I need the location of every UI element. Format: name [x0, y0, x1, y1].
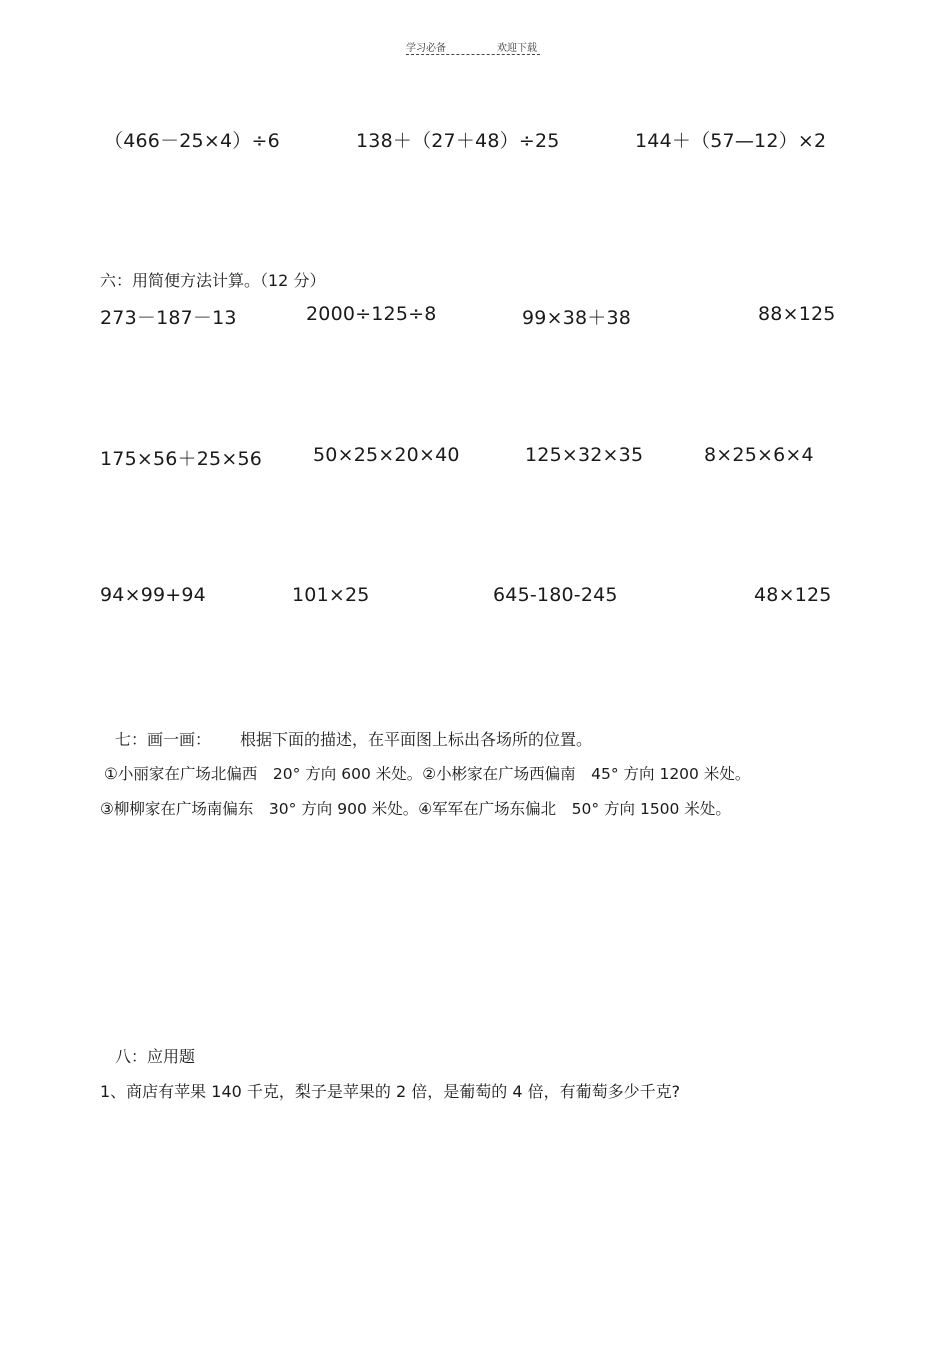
expression: 2000÷125÷8: [306, 303, 437, 325]
description-line: ①小丽家在广场北偏西 20° 方向 600 米处。②小彬家在广场西偏南 45° 方向 1200 米处。: [104, 765, 751, 783]
expression: 48×125: [754, 584, 832, 606]
expression: 8×25×6×4: [704, 444, 814, 466]
expression: 144＋（57—12）×2: [635, 130, 827, 152]
word-problem: 1、商店有苹果 140 千克，梨子是苹果的 2 倍，是葡萄的 4 倍，有葡萄多少千克?: [100, 1082, 681, 1101]
section-instruction: 根据下面的描述，在平面图上标出各场所的位置。: [240, 730, 593, 749]
section-title: 七：画一画：: [115, 730, 212, 749]
header-left: 学习必备: [406, 43, 446, 54]
expression: （466－25×4）÷6: [104, 130, 280, 152]
expression: 175×56＋25×56: [100, 448, 263, 470]
header-divider: [406, 54, 540, 55]
expression: 94×99+94: [100, 584, 206, 606]
expression: 50×25×20×40: [313, 444, 460, 466]
expression: 273－187－13: [100, 307, 237, 329]
section-title: 六：用简便方法计算。（12 分）: [100, 271, 326, 290]
header-right: 欢迎下载: [497, 43, 537, 54]
expression: 125×32×35: [525, 444, 644, 466]
expression: 138＋（27＋48）÷25: [356, 130, 560, 152]
expression: 88×125: [758, 303, 836, 325]
section-title: 八：应用题: [115, 1047, 196, 1066]
description-line: ③柳柳家在广场南偏东 30° 方向 900 米处。④军军在广场东偏北 50° 方向 1500 米处。: [100, 800, 731, 818]
expression: 645-180-245: [493, 584, 618, 606]
expression: 101×25: [292, 584, 370, 606]
expression: 99×38＋38: [522, 307, 632, 329]
